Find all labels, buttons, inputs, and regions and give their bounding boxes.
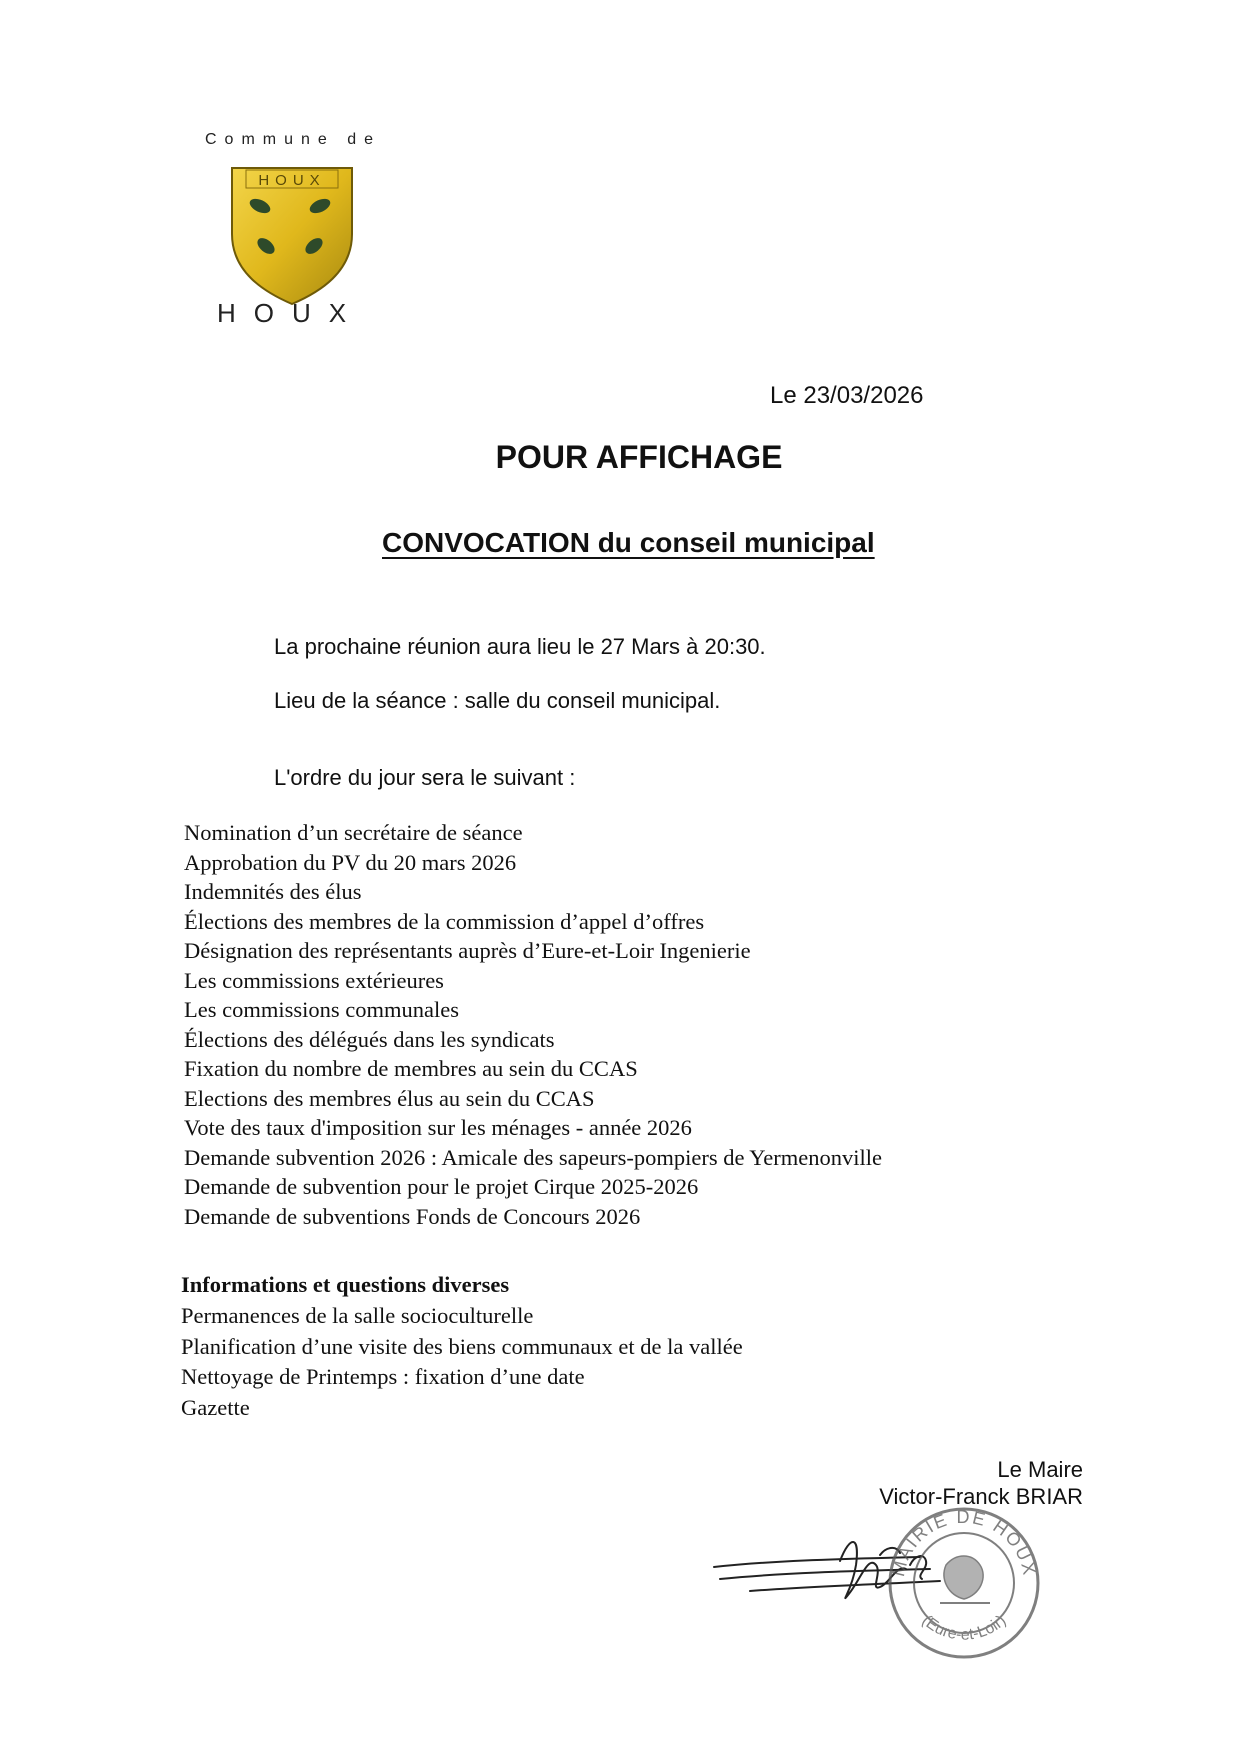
mayor-title: Le Maire <box>997 1457 1083 1482</box>
agenda-item: Élections des délégués dans les syndicats <box>184 1026 555 1052</box>
info-heading: Informations et questions diverses <box>181 1272 510 1297</box>
agenda-item: Demande de subvention pour le projet Cirque 2025-2026 <box>184 1174 699 1199</box>
agenda-item: Élections des membres de la commission d’appel d’offres <box>184 908 705 934</box>
agenda-item: Désignation des représentants auprès d’Eure-et-Loir Ingenierie <box>184 938 751 963</box>
agenda-item: Approbation du PV du 20 mars 2026 <box>184 849 517 875</box>
logo-town-name: HOUX <box>217 298 365 328</box>
agenda-item: Demande subvention 2026 : Amicale des sapeurs-pompiers de Yermenonville <box>184 1144 882 1170</box>
agenda-item: Demande de subventions Fonds de Concours 2026 <box>184 1203 641 1229</box>
info-list <box>181 1301 743 1423</box>
mayor-name: Victor-Franck BRIAR <box>879 1484 1083 1509</box>
info-item: Permanences de la salle socioculturelle <box>181 1303 534 1328</box>
info-item: Gazette <box>181 1394 250 1420</box>
document-date: Le 23/03/2026 <box>770 382 924 409</box>
agenda-list <box>184 818 882 1231</box>
agenda-item: Les commissions extérieures <box>184 967 444 993</box>
meeting-info: La prochaine réunion aura lieu le 27 Mars à 20:30. <box>274 634 766 659</box>
info-item: Planification d’une visite des biens communaux et de la vallée <box>181 1333 743 1359</box>
page-title: POUR AFFICHAGE <box>495 439 783 475</box>
signature-and-stamp <box>710 1495 1070 1675</box>
svg-text:(Eure-et-Loir): (Eure-et-Loir) <box>918 1612 1010 1644</box>
document-subtitle: CONVOCATION du conseil municipal <box>382 527 875 558</box>
agenda-item: Les commissions communales <box>184 997 459 1022</box>
agenda-item: Vote des taux d'imposition sur les ménages - année 2026 <box>184 1115 692 1140</box>
shield-text: HOUX <box>258 172 326 189</box>
logo-commune-text: Commune de <box>205 131 382 148</box>
agenda-item: Elections des membres élus au sein du CCAS <box>184 1085 595 1111</box>
svg-text:MAIRIE DE HOUX: MAIRIE DE HOUX <box>888 1506 1040 1579</box>
agenda-intro: L'ordre du jour sera le suivant : <box>274 765 576 790</box>
agenda-item: Fixation du nombre de membres au sein du CCAS <box>184 1056 638 1081</box>
info-item: Nettoyage de Printemps : fixation d’une date <box>181 1364 585 1389</box>
coat-of-arms-logo <box>228 164 356 308</box>
meeting-location: Lieu de la séance : salle du conseil municipal. <box>274 688 721 713</box>
agenda-item: Nomination d’un secrétaire de séance <box>184 820 523 845</box>
agenda-item: Indemnités des élus <box>184 879 362 904</box>
